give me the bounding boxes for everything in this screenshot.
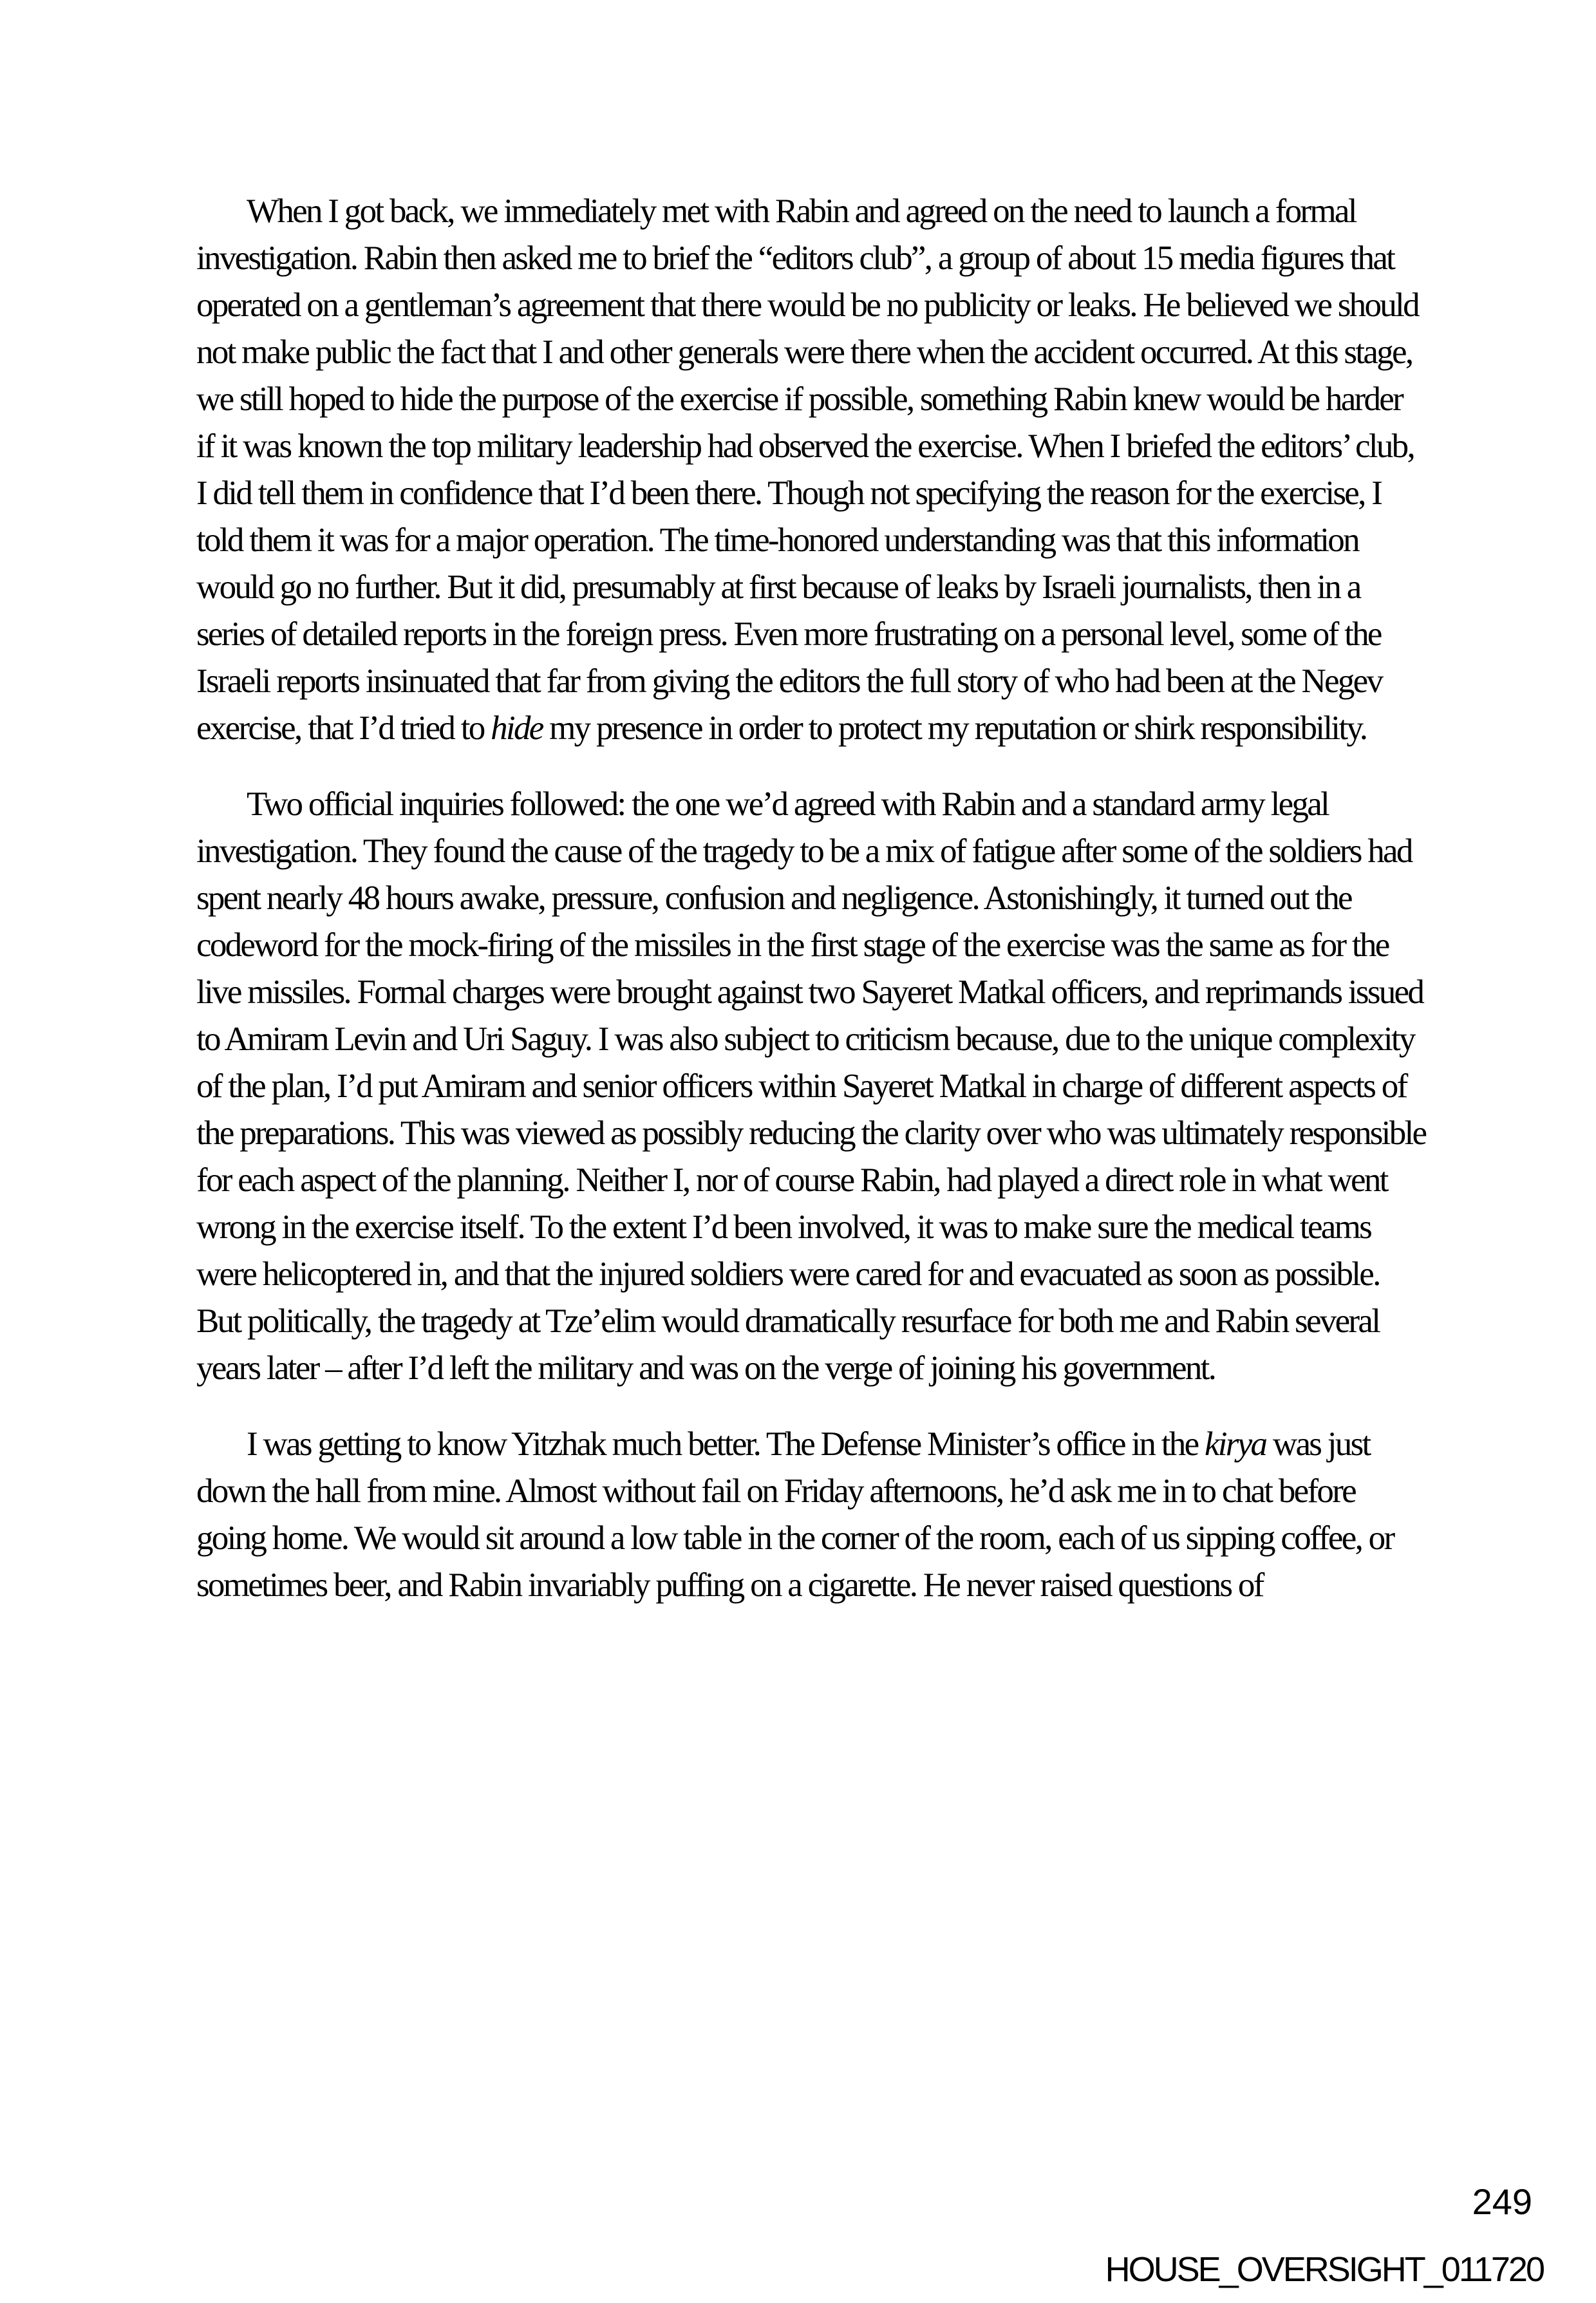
paragraph-1-text: When I got back, we immediately met with Rabin and agreed on the need to launch a formal investigation. Rabin then asked me to brief the “editors club”, a group of about 15 media figures that operated on a gentleman’s agreement that there would be no publicity or leaks. He believed we should not make public the fact that I and other generals were there when the accident occurred. At this stage, we still hoped to hide the purpose of the exercise if possible, something Rabin knew would be harder if it was known the top military leadership had observed the exercise. When I briefed the editors’ club, I did tell them in confidence that I’d been there. Though not specifying the reason for the exercise, I told them it was for a major operation. The time-honored understanding was that this information would go no further. But it did, presumably at first because of leaks by Israeli journalists, then in a series of detailed reports in the foreign press. Even more frustrating on a personal level, some of the Israeli reports insinuated that far from giving the editors the full story of who had been at the Negev exercise, that I’d tried to — [196, 193, 1418, 747]
paragraph-3 — [196, 1421, 1426, 1609]
paragraph-3-text: I was getting to know Yitzhak much better. The Defense Minister’s office in the — [247, 1425, 1205, 1463]
italic-word-hide: hide — [491, 710, 543, 747]
bates-stamp: HOUSE_OVERSIGHT_011720 — [1105, 2250, 1543, 2289]
paragraph-2-text: Two official inquiries followed: the one we’d agreed with Rabin and a standard army legal investigation. They found the cause of the tragedy to be a mix of fatigue after some of the soldiers had spent nearly 48 hours awake, pressure, confusion and negligence. Astonishingly, it turned out the codeword for the mock-firing of the missiles in the first stage of the exercise was the same as for the live missiles. Formal charges were brought against two Sayeret Matkal officers, and reprimands issued to Amiram Levin and Uri Saguy. I was also subject to criticism because, due to the unique complexity of the plan, I’d put Amiram and senior officers within Sayeret Matkal in charge of different aspects of the preparations. This was viewed as possibly reducing the clarity over who was ultimately responsible for each aspect of the planning. Neither I, nor of course Rabin, had played a direct role in what went wrong in the exercise itself. To the extent I’d been involved, it was to make sure the medical teams were helicoptered in, and that the injured soldiers were cared for and evacuated as soon as possible. But politically, the tragedy at Tze’elim would dramatically resurface for both me and Rabin several years later – after I’d left the military and was on the verge of joining his government. — [196, 785, 1426, 1387]
paragraph-1-text-continued: my presence in order to protect my reputation or shirk responsibility. — [542, 710, 1367, 747]
paragraph-2 — [196, 781, 1426, 1392]
italic-word-kirya: kirya — [1204, 1425, 1266, 1463]
paragraph-1 — [196, 188, 1426, 752]
body-text — [196, 188, 1426, 1609]
page-number: 249 — [1472, 2181, 1532, 2222]
paragraph-3-text-continued: was just down the hall from mine. Almost without fail on Friday afternoons, he’d ask me in to chat before going home. We would sit around a low table in the corner of the room, each of us sipping coffee, or sometimes beer, and Rabin invariably puffing on a cigarette. He never raised questions of — [196, 1425, 1394, 1604]
